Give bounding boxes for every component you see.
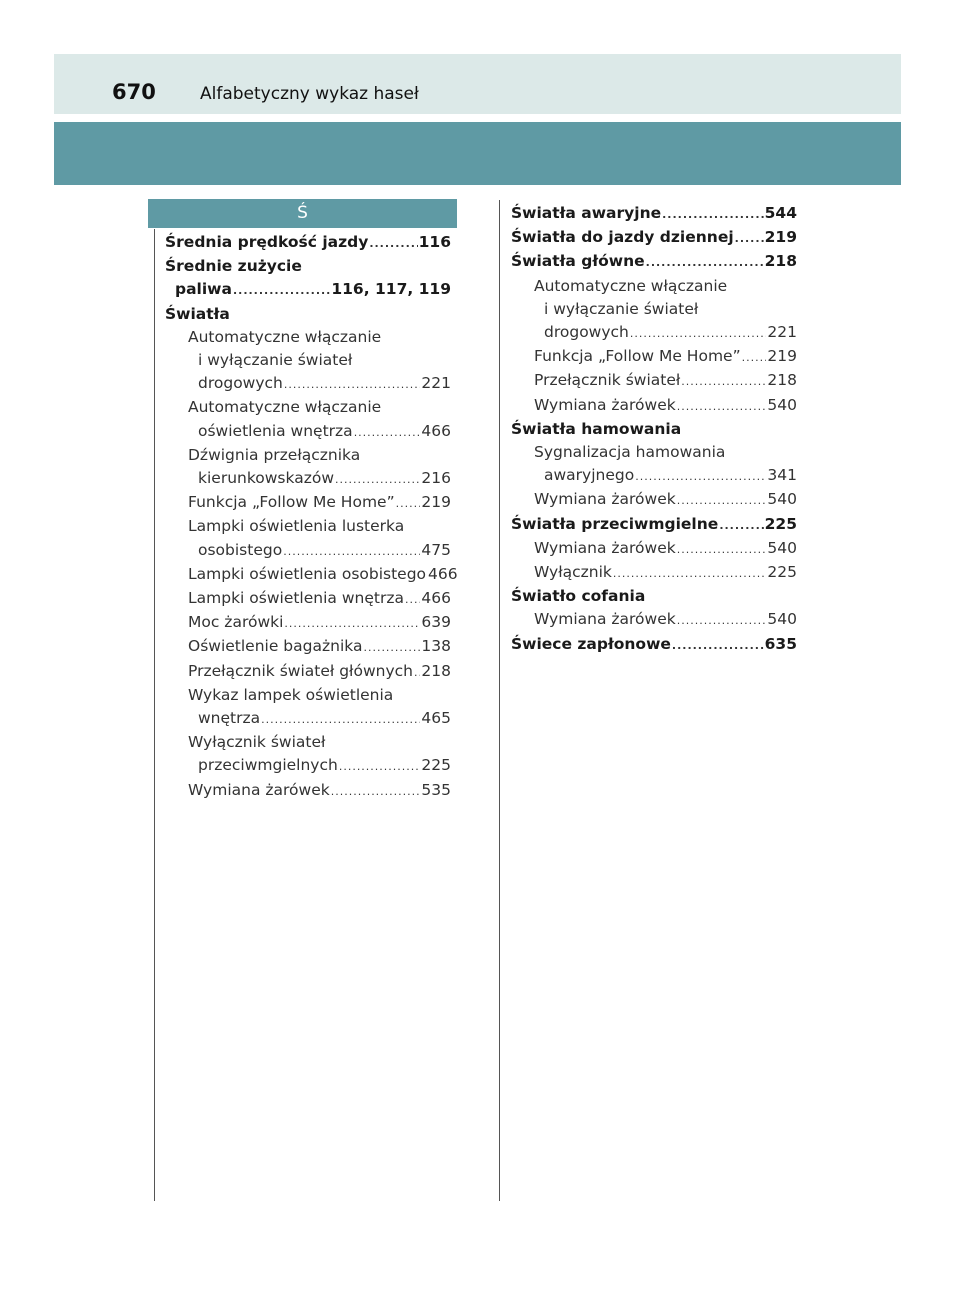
- index-entry-text: Przełącznik świateł głównych: [188, 661, 413, 680]
- index-entry-page[interactable]: 218: [764, 252, 797, 271]
- index-entry: [165, 349, 451, 372]
- dot-leader: [719, 513, 763, 537]
- index-entry: [511, 561, 797, 585]
- index-entry-page[interactable]: 540: [767, 538, 797, 557]
- index-entry-text: Lampki oświetlenia osobistego: [188, 564, 427, 583]
- dot-leader: [681, 369, 766, 393]
- index-entry-text: Światła hamowania: [511, 419, 682, 438]
- index-entry-page[interactable]: 225: [767, 563, 797, 582]
- index-entry-page[interactable]: 341: [767, 466, 797, 485]
- header-bar: [54, 54, 901, 114]
- index-entry-text: Wymiana żarówek: [534, 610, 676, 629]
- index-entry-text: kierunkowskazów: [198, 469, 334, 488]
- index-entry-page[interactable]: 219: [764, 228, 797, 247]
- dot-leader: [677, 488, 767, 512]
- index-entry-text: Wymiana żarówek: [534, 395, 676, 414]
- index-entry-text: drogowych: [544, 323, 629, 342]
- index-entry-text: i wyłączanie świateł: [198, 351, 353, 370]
- dot-leader: [662, 202, 764, 226]
- index-entry-text: Automatyczne włączanie: [188, 327, 382, 346]
- index-column-right: [511, 202, 797, 657]
- header-band: [54, 122, 901, 185]
- index-entry: [165, 444, 451, 467]
- index-entry-page[interactable]: 221: [421, 374, 451, 393]
- index-entry-page[interactable]: 540: [767, 610, 797, 629]
- dot-leader: [742, 345, 767, 369]
- index-entry-text: Światła do jazdy dziennej: [511, 228, 734, 247]
- left-column-divider: [154, 229, 155, 1201]
- index-entry: [165, 779, 451, 803]
- index-entry: [511, 275, 797, 298]
- dot-leader: [284, 611, 420, 635]
- index-entry: [165, 278, 451, 302]
- index-entry-text: Wymiana żarówek: [534, 490, 676, 509]
- index-entry: [165, 396, 451, 419]
- index-entry-page[interactable]: 544: [764, 204, 797, 222]
- index-entry-text: Średnie zużycie: [165, 257, 302, 276]
- index-entry: [511, 585, 797, 608]
- dot-leader: [331, 779, 421, 803]
- index-entry: [165, 303, 451, 326]
- index-entry-text: Światła przeciwmgielne: [511, 514, 719, 533]
- index-entry: [511, 633, 797, 657]
- index-entry: [165, 587, 451, 611]
- index-entry-page[interactable]: 475: [421, 540, 451, 559]
- index-entry: [165, 231, 451, 255]
- dot-leader: [635, 464, 766, 488]
- index-entry-page[interactable]: 466: [428, 564, 458, 583]
- index-entry-page[interactable]: 639: [421, 613, 451, 632]
- index-entry: [511, 250, 797, 274]
- index-entry: [511, 345, 797, 369]
- index-entry-text: Światła: [165, 304, 230, 323]
- dot-leader: [414, 660, 420, 684]
- dot-leader: [735, 226, 764, 250]
- index-entry: [165, 731, 451, 754]
- index-entry-page[interactable]: 465: [421, 709, 451, 728]
- index-entry: [511, 418, 797, 441]
- index-entry-text: Moc żarówki: [188, 613, 284, 632]
- index-entry-text: Oświetlenie bagażnika: [188, 637, 363, 656]
- index-entry-page[interactable]: 221: [767, 323, 797, 342]
- index-entry: [511, 369, 797, 393]
- index-entry: [165, 420, 451, 444]
- index-entry-text: Funkcja „Follow Me Home”: [188, 493, 395, 512]
- index-entry-page[interactable]: 218: [767, 371, 797, 390]
- index-entry: [165, 326, 451, 349]
- index-entry: [511, 202, 797, 226]
- index-entry-text: Wyłącznik: [534, 563, 612, 582]
- index-entry-text: Światło cofania: [511, 587, 646, 606]
- index-entry-page[interactable]: 138: [421, 637, 451, 656]
- dot-leader: [630, 321, 767, 345]
- index-entry-text: Średnia prędkość jazdy: [165, 233, 369, 251]
- index-entry-text: Wykaz lampek oświetlenia: [188, 685, 394, 704]
- index-entry-page[interactable]: 540: [767, 490, 797, 509]
- index-entry: [165, 255, 451, 278]
- index-entry: [165, 707, 451, 731]
- dot-leader: [369, 231, 417, 255]
- index-entry-page[interactable]: 225: [764, 514, 797, 533]
- index-entry-page[interactable]: 540: [767, 395, 797, 414]
- index-entry-page[interactable]: 535: [421, 780, 451, 799]
- index-entry-text: oświetlenia wnętrza: [198, 421, 353, 440]
- index-entry: [165, 754, 451, 778]
- dot-leader: [677, 608, 767, 632]
- index-entry-text: Wyłącznik świateł: [188, 733, 326, 752]
- page-title: Alfabetyczny wykaz haseł: [200, 84, 419, 104]
- index-entry: [511, 441, 797, 464]
- dot-leader: [261, 707, 420, 731]
- index-entry: [165, 660, 451, 684]
- index-entry-text: Lampki oświetlenia lusterka: [188, 517, 405, 536]
- section-letter-heading: Ś: [148, 199, 457, 228]
- dot-leader: [233, 278, 330, 302]
- dot-leader: [354, 420, 421, 444]
- index-entry-text: Automatyczne włączanie: [534, 276, 728, 295]
- index-entry: [165, 635, 451, 659]
- index-entry-text: Dźwignia przełącznika: [188, 445, 361, 464]
- index-entry-text: przeciwmgielnych: [198, 756, 338, 775]
- index-entry: [165, 539, 451, 563]
- dot-leader: [677, 537, 767, 561]
- dot-leader: [335, 467, 420, 491]
- index-entry-text: Sygnalizacja hamowania: [534, 443, 726, 462]
- index-entry-page[interactable]: 635: [764, 634, 797, 653]
- index-entry: [165, 515, 451, 538]
- center-column-divider: [499, 200, 500, 1201]
- index-entry-text: osobistego: [198, 540, 283, 559]
- dot-leader: [339, 754, 421, 778]
- index-entry: [165, 491, 451, 515]
- dot-leader: [677, 394, 767, 418]
- dot-leader: [613, 561, 767, 585]
- index-entry-page[interactable]: 219: [421, 493, 451, 512]
- index-entry: [511, 394, 797, 418]
- index-entry: [511, 537, 797, 561]
- page-number: 670: [112, 80, 156, 104]
- index-entry-page[interactable]: 466: [421, 589, 451, 608]
- index-entry-page[interactable]: 219: [767, 347, 797, 366]
- index-entry-page[interactable]: 218: [421, 661, 451, 680]
- dot-leader: [283, 539, 420, 563]
- dot-leader: [396, 491, 421, 515]
- index-entry: [165, 467, 451, 491]
- index-entry: [165, 611, 451, 635]
- index-entry-text: Światła awaryjne: [511, 204, 662, 222]
- index-entry-text: Światła główne: [511, 252, 645, 271]
- index-entry: [165, 372, 451, 396]
- index-entry: [511, 488, 797, 512]
- index-entry-text: i wyłączanie świateł: [544, 299, 699, 318]
- index-entry: [165, 684, 451, 707]
- index-entry-text: drogowych: [198, 374, 283, 393]
- index-entry-text: awaryjnego: [544, 466, 635, 485]
- dot-leader: [363, 635, 420, 659]
- index-entry: [511, 464, 797, 488]
- index-entry: [511, 298, 797, 321]
- dot-leader: [672, 633, 764, 657]
- index-entry-text: Funkcja „Follow Me Home”: [534, 347, 741, 366]
- index-entry: [511, 608, 797, 632]
- dot-leader: [646, 250, 764, 274]
- index-entry-text: Wymiana żarówek: [534, 538, 676, 557]
- index-entry: [511, 513, 797, 537]
- index-entry-text: wnętrza: [198, 709, 261, 728]
- index-entry: [165, 563, 458, 587]
- index-entry-text: Przełącznik świateł: [534, 371, 681, 390]
- dot-leader: [284, 372, 421, 396]
- dot-leader: [405, 587, 420, 611]
- index-entry-text: Świece zapłonowe: [511, 634, 671, 653]
- index-column-left: [165, 231, 458, 803]
- index-entry: [511, 321, 797, 345]
- index-entry-text: Lampki oświetlenia wnętrza: [188, 589, 404, 608]
- index-entry-page[interactable]: 225: [421, 756, 451, 775]
- index-entry: [511, 226, 797, 250]
- index-entry-page[interactable]: 466: [421, 421, 451, 440]
- index-entry-text: paliwa: [175, 280, 232, 299]
- index-entry-page[interactable]: 216: [421, 469, 451, 488]
- index-entry-page[interactable]: 116: [418, 233, 451, 251]
- index-entry-text: Automatyczne włączanie: [188, 398, 382, 417]
- index-entry-page[interactable]: 116, 117, 119: [331, 280, 451, 299]
- index-entry-text: Wymiana żarówek: [188, 780, 330, 799]
